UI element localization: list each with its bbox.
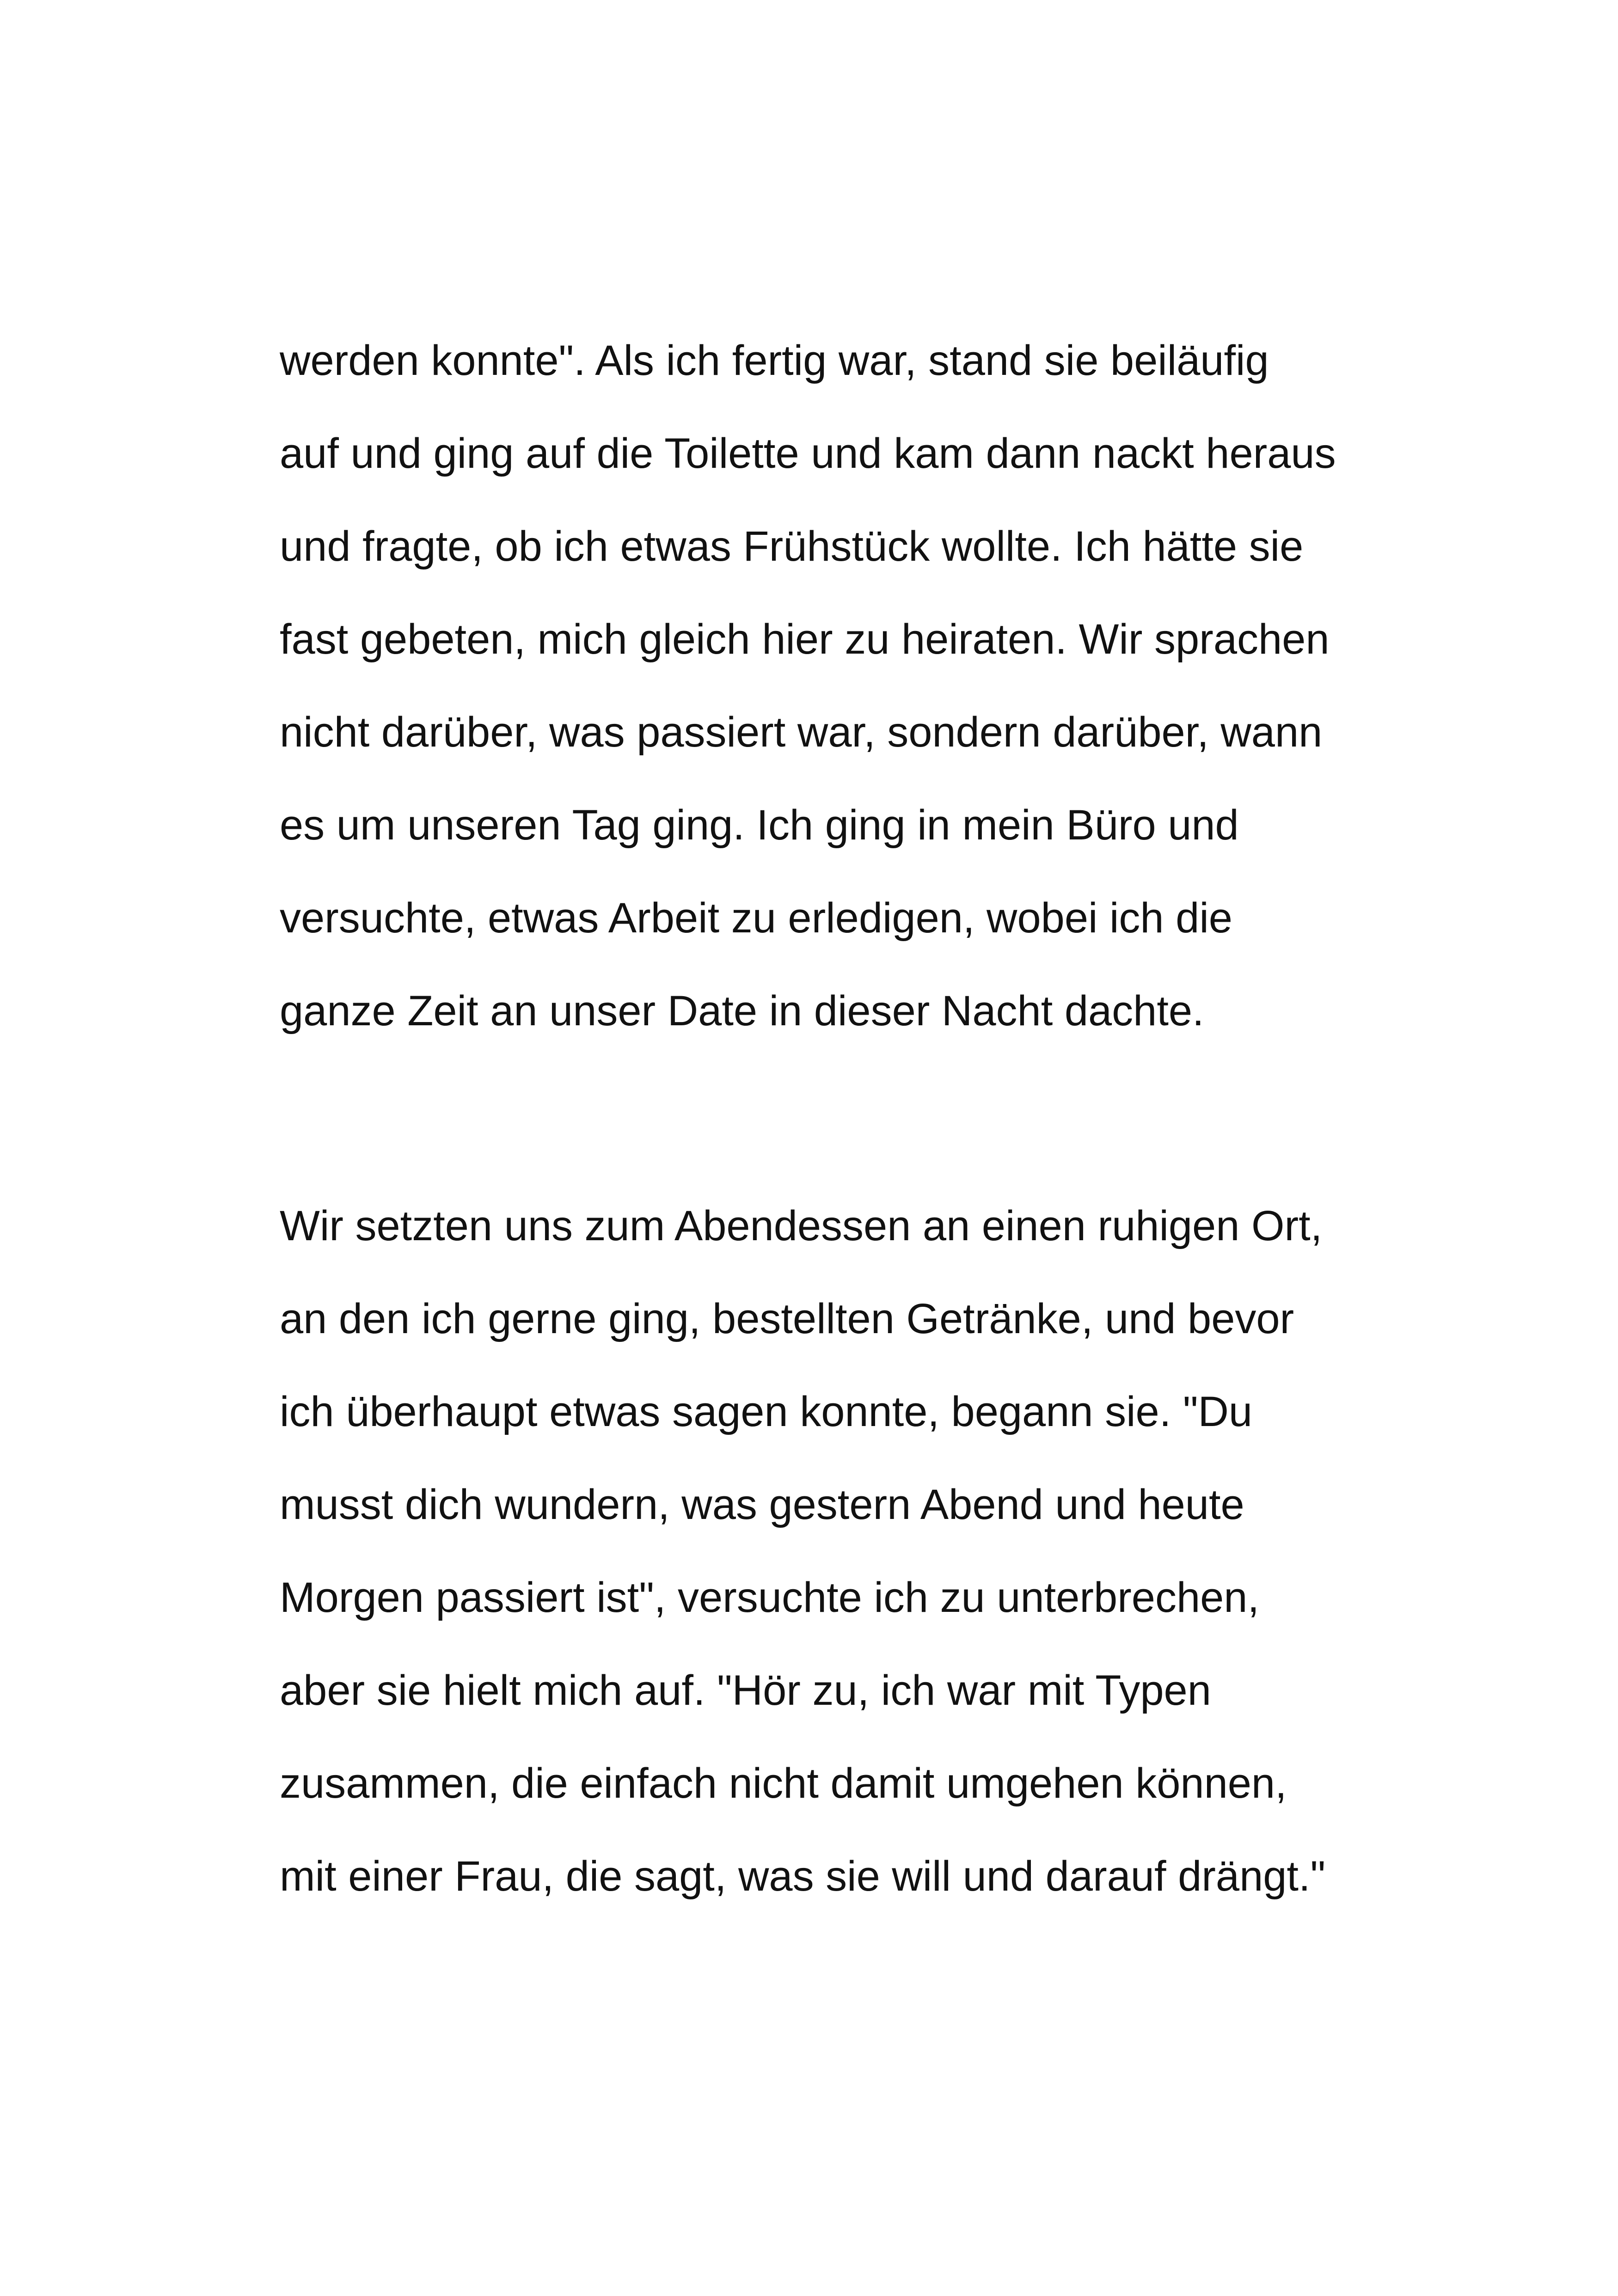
text-line: Morgen passiert ist", versuchte ich zu unterbrechen, [280,1574,1260,1621]
text-line: aber sie hielt mich auf. "Hör zu, ich war mit Typen [280,1667,1211,1714]
text-line: ich überhaupt etwas sagen konnte, begann sie. "Du [280,1388,1253,1435]
text-line: fast gebeten, mich gleich hier zu heiraten. Wir sprachen [280,616,1330,663]
text-line: auf und ging auf die Toilette und kam dann nackt heraus [280,430,1336,477]
text-line: musst dich wundern, was gestern Abend und heute [280,1481,1244,1528]
text-line: nicht darüber, was passiert war, sondern darüber, wann [280,709,1323,756]
paragraph-1 [280,314,1412,1058]
text-line: werden konnte". Als ich fertig war, stand sie beiläufig [280,337,1269,384]
text-line: versuchte, etwas Arbeit zu erledigen, wobei ich die [280,894,1232,942]
text-line: Wir setzten uns zum Abendessen an einen ruhigen Ort, [280,1202,1323,1249]
text-line: es um unseren Tag ging. Ich ging in mein Büro und [280,802,1239,849]
text-line: und fragte, ob ich etwas Frühstück wollte. Ich hätte sie [280,523,1304,570]
text-line: ganze Zeit an unser Date in dieser Nacht dachte. [280,987,1204,1035]
text-line: zusammen, die einfach nicht damit umgehen können, [280,1760,1287,1807]
paragraph-2 [280,1180,1412,1923]
text-line: mit einer Frau, die sagt, was sie will und darauf drängt." [280,1853,1326,1900]
text-line: an den ich gerne ging, bestellten Getränke, und bevor [280,1295,1294,1342]
